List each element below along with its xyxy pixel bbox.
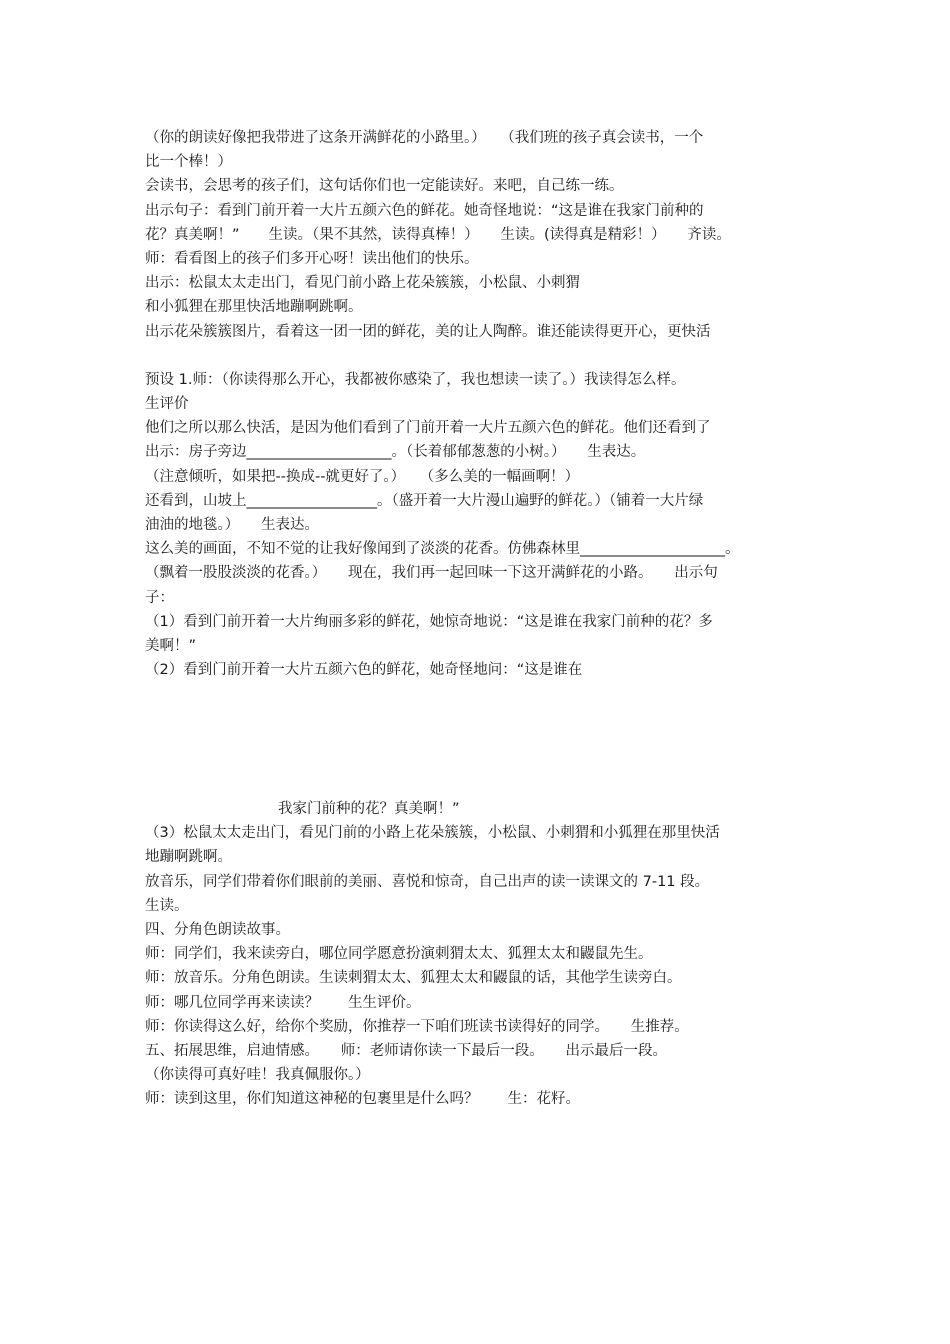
text-line: 地蹦啊跳啊。 [145, 849, 232, 866]
text-line-continuation: 我家门前种的花？真美啊！” [278, 801, 460, 817]
text-line: 放音乐，同学们带着你们眼前的美丽、喜悦和惊奇，自己出声的读一读课文的 7-11 段。 [145, 873, 710, 890]
text-line: 子： [145, 589, 174, 606]
text-block-lower [145, 797, 820, 1111]
text-line: 出示花朵簇簇图片，看着这一团一团的鲜花，美的让人陶醉。谁还能读得更开心，更快活 [145, 323, 711, 340]
text-line: 他们之所以那么快活，是因为他们看到了门前开着一大片五颜六色的鲜花。他们还看到了 [145, 420, 711, 437]
text-line: 还看到，山坡上__________________。（盛开着一大片漫山遍野的鲜花。）（铺着一大片绿 [145, 492, 704, 509]
text-line: 师：同学们，我来读旁白，哪位同学愿意扮演刺猬太太、狐狸太太和鼹鼠先生。 [145, 946, 653, 963]
text-line: 会读书，会思考的孩子们，这句话你们也一定能读好。来吧，自己练一练。 [145, 178, 624, 195]
text-line: 师：哪几位同学再来读读？ 生生评价。 [145, 994, 421, 1011]
text-line: 出示：松鼠太太走出门，看见门前小路上花朵簇簇，小松鼠、小刺猬 [145, 275, 580, 292]
text-line: 出示句子：看到门前开着一大片五颜六色的鲜花。她奇怪地说：“这是谁在我家门前种的 [145, 202, 704, 219]
text-line: （2）看到门前开着一大片五颜六色的鲜花，她奇怪地问：“这是谁在 [145, 662, 583, 679]
text-line: 师：放音乐。分角色朗读。生读刺猬太太、狐狸太太和鼹鼠的话，其他学生读旁白。 [145, 970, 682, 987]
text-line: 五、拓展思维，启迪情感。 师：老师请你读一下最后一段。 出示最后一段。 [145, 1042, 667, 1059]
text-line: （飘着一股股淡淡的花香。） 现在，我们再一起回味一下这开满鲜花的小路。 出示句 [145, 565, 718, 582]
text-line: 比一个棒！） [145, 154, 232, 171]
text-line: 生读。 [145, 897, 189, 914]
text-line: 师：看看图上的孩子们多开心呀！读出他们的快乐。 [145, 250, 479, 267]
text-line: 四、分角色朗读故事。 [145, 921, 290, 938]
text-line: 预设 1.师：（你读得那么开心，我都被你感染了，我也想读一读了。）我读得怎么样。 [145, 371, 686, 388]
text-line: 美啊！” [145, 637, 197, 654]
text-line: 师：读到这里，你们知道这神秘的包裹里是什么吗？ 生：花籽。 [145, 1091, 580, 1108]
text-line: 这么美的画面，不知不觉的让我好像闻到了淡淡的花香。仿佛森林里____________________。 [145, 541, 740, 558]
text-line: （3）松鼠太太走出门，看见门前的小路上花朵簇簇，小松鼠、小刺猬和小狐狸在那里快活 [145, 825, 720, 842]
text-line [145, 344, 820, 368]
text-line: 出示：房子旁边____________________。（长着郁郁葱葱的小树。） 生表达。 [145, 444, 646, 461]
text-line: 生评价 [145, 396, 189, 413]
text-line: 油油的地毯。） 生表达。 [145, 517, 319, 533]
text-line: （注意倾听，如果把--换成--就更好了。） （多么美的一幅画啊！） [145, 468, 580, 485]
text-line: 花？真美啊！” 生读。（果不其然，读得真棒！） 生读。(读得真是精彩！） 齐读。 [145, 226, 731, 243]
text-line: 师：你读得这么好，给你个奖励，你推荐一下咱们班读书读得好的同学。 生推荐。 [145, 1018, 689, 1035]
text-block-upper [145, 126, 820, 682]
text-line: 和小狐狸在那里快活地蹦啊跳啊。 [145, 299, 363, 316]
text-line: （1）看到门前开着一大片绚丽多彩的鲜花，她惊奇地说：“这是谁在我家门前种的花？多 [145, 613, 713, 630]
text-line: （你读得可真好哇！我真佩服你。） [145, 1067, 370, 1084]
text-line: （你的朗读好像把我带进了这条开满鲜花的小路里。） （我们班的孩子真会读书，一个 [145, 130, 704, 146]
